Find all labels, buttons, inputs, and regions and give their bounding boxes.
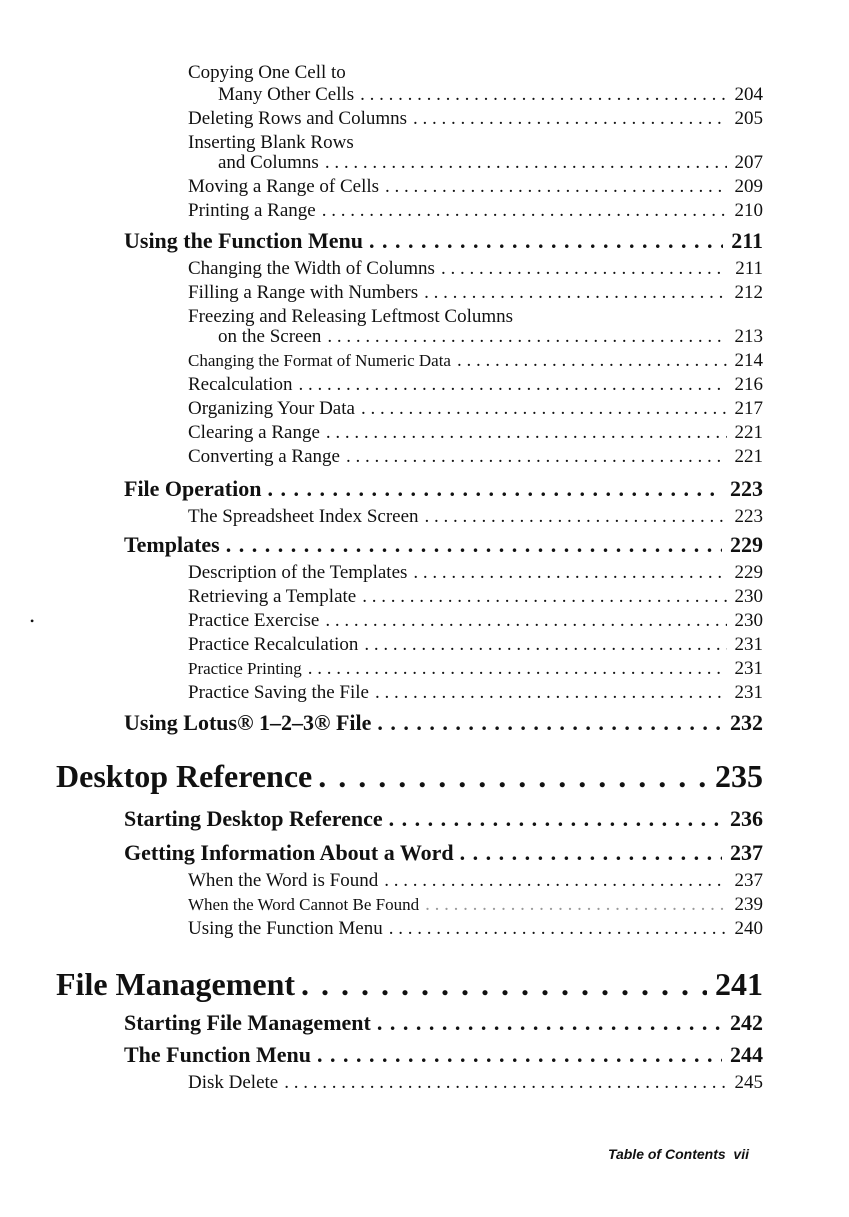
toc-page-number: 212: [734, 282, 763, 303]
toc-entry-title: and Columns: [218, 152, 319, 173]
toc-section-title: Starting Desktop Reference: [124, 806, 383, 831]
toc-entry-copying-title: Copying One Cell to: [188, 62, 346, 83]
toc-section-title: Starting File Management: [124, 1010, 371, 1035]
toc-entry-title: Changing the Width of Columns: [188, 258, 435, 279]
footer-page-number: vii: [733, 1146, 749, 1162]
toc-page-number: 230: [734, 610, 763, 631]
toc-entry: [188, 870, 763, 892]
toc-page-number: 221: [734, 446, 763, 467]
toc-page-number: 221: [734, 422, 763, 443]
toc-entry: [188, 446, 763, 468]
leader-dots: [301, 966, 707, 1003]
leader-dots: [325, 610, 726, 632]
leader-dots: [413, 108, 726, 130]
toc-page-number: 211: [735, 258, 763, 279]
toc-entry: [188, 918, 763, 940]
toc-entry-title: Practice Printing: [188, 659, 302, 678]
toc-entry-title: Practice Exercise: [188, 610, 320, 631]
toc-entry-title: Clearing a Range: [188, 422, 320, 443]
leader-dots: [384, 870, 726, 892]
toc-section-title: The Function Menu: [124, 1042, 312, 1067]
toc-page-number: 223: [730, 476, 763, 501]
leader-dots: [441, 258, 727, 280]
toc-section: [124, 228, 763, 254]
leader-dots: [460, 840, 722, 866]
toc-section-title: Using the Function Menu: [124, 228, 363, 253]
stray-bullet-mark: •: [30, 614, 35, 628]
toc-entry-title: When the Word is Found: [188, 870, 379, 891]
leader-dots: [385, 176, 726, 198]
leader-dots: [413, 562, 726, 584]
toc-entry: [188, 398, 763, 420]
toc-chapter: [56, 758, 763, 795]
toc-entry-title: on the Screen: [218, 326, 322, 347]
leader-dots: [457, 350, 727, 372]
toc-section: [124, 532, 763, 558]
toc-page-number: 236: [730, 806, 763, 831]
leader-dots: [360, 84, 726, 106]
toc-entry-title: Organizing Your Data: [188, 398, 355, 419]
leader-dots: [369, 228, 723, 254]
toc-entry-title: Filling a Range with Numbers: [188, 282, 419, 303]
toc-entry-title: Many Other Cells: [218, 84, 355, 105]
leader-dots: [375, 682, 727, 704]
toc-page-number: 214: [734, 350, 763, 371]
toc-page-number: 240: [734, 918, 763, 939]
toc-entry-title: Changing the Format of Numeric Data: [188, 351, 451, 370]
toc-page-number: 237: [730, 840, 763, 865]
leader-dots: [327, 326, 726, 348]
toc-section-title: Getting Information About a Word: [124, 840, 454, 865]
toc-entry: [188, 562, 763, 584]
toc-entry-title: Converting a Range: [188, 446, 340, 467]
toc-page-number: 209: [734, 176, 763, 197]
leader-dots: [226, 532, 722, 558]
toc-section: [124, 840, 763, 866]
toc-entry: [188, 894, 763, 916]
toc-entry-title: Retrieving a Template: [188, 586, 357, 607]
toc-entry-title: Using the Function Menu: [188, 918, 383, 939]
toc-page-number: 223: [734, 506, 763, 527]
toc-entry: [218, 84, 763, 106]
toc-entry-title: Recalculation: [188, 374, 293, 395]
leader-dots: [318, 758, 707, 795]
toc-chapter-title: File Management: [56, 966, 296, 1002]
toc-page-number: 204: [734, 84, 763, 105]
toc-entry-title: When the Word Cannot Be Found: [188, 895, 420, 914]
leader-dots: [424, 282, 726, 304]
leader-dots: [326, 422, 727, 444]
toc-page-number: 232: [730, 710, 763, 735]
leader-dots: [361, 398, 727, 420]
toc-page-number: 216: [734, 374, 763, 395]
leader-dots: [284, 1072, 726, 1094]
leader-dots: [308, 658, 727, 680]
leader-dots: [377, 710, 722, 736]
leader-dots: [377, 1010, 722, 1036]
toc-page-number: 241: [715, 966, 763, 1002]
toc-section: [124, 476, 763, 502]
toc-entry: [188, 176, 763, 198]
toc-page-number: 245: [734, 1072, 763, 1093]
leader-dots: [346, 446, 727, 468]
toc-page-number: 230: [734, 586, 763, 607]
toc-entry-title: Disk Delete: [188, 1072, 279, 1093]
leader-dots: [389, 918, 727, 940]
toc-page-number: 211: [731, 228, 763, 253]
toc-page-number: 235: [715, 758, 763, 794]
toc-entry: [188, 634, 763, 656]
toc-chapter: [56, 966, 763, 1003]
toc-page-number: 231: [734, 658, 763, 679]
toc-section: [124, 710, 763, 736]
leader-dots: [362, 586, 726, 608]
toc-entry: [218, 152, 763, 174]
toc-entry-title: Practice Recalculation: [188, 634, 359, 655]
toc-entry: [188, 658, 763, 680]
toc-page-number: 229: [734, 562, 763, 583]
toc-page-number: 210: [734, 200, 763, 221]
toc-entry: [188, 506, 763, 528]
toc-entry: [188, 682, 763, 704]
toc-entry: [218, 326, 763, 348]
toc-entry: [188, 422, 763, 444]
toc-page-number: 239: [734, 894, 763, 915]
toc-page-number: 231: [734, 634, 763, 655]
toc-chapter-title: Desktop Reference: [56, 758, 313, 794]
leader-dots: [364, 634, 726, 656]
toc-entry-title: Moving a Range of Cells: [188, 176, 380, 197]
leader-dots: [317, 1042, 722, 1068]
leader-dots: [267, 476, 722, 502]
toc-entry-title: Practice Saving the File: [188, 682, 369, 703]
leader-dots: [425, 894, 726, 916]
toc-page-number: 242: [730, 1010, 763, 1035]
footer-label: Table of Contents: [607, 1146, 726, 1162]
leader-dots: [389, 806, 722, 832]
toc-entry: [188, 282, 763, 304]
toc-entry-freezing-title: Freezing and Releasing Leftmost Columns: [188, 306, 514, 327]
leader-dots: [425, 506, 727, 528]
toc-entry: [188, 350, 763, 372]
toc-entry: [188, 374, 763, 396]
toc-section-title: Templates: [124, 532, 220, 557]
toc-page-number: 205: [734, 108, 763, 129]
toc-page-number: 217: [734, 398, 763, 419]
leader-dots: [322, 200, 727, 222]
page-footer: [608, 1146, 749, 1162]
toc-page-number: 231: [734, 682, 763, 703]
leader-dots: [325, 152, 727, 174]
toc-page-number: 207: [734, 152, 763, 173]
toc-entry-inserting-title: Inserting Blank Rows: [188, 132, 354, 153]
toc-page-number: 237: [734, 870, 763, 891]
toc-entry: [188, 200, 763, 222]
toc-entry-title: Description of the Templates: [188, 562, 408, 583]
toc-entry: [188, 108, 763, 130]
toc-section-title: File Operation: [124, 476, 262, 501]
toc-section: [124, 1042, 763, 1068]
toc-entry: [188, 1072, 763, 1094]
toc-section-title: Using Lotus® 1–2–3® File: [124, 710, 372, 735]
leader-dots: [298, 374, 726, 396]
toc-section: [124, 1010, 763, 1036]
toc-entry: [188, 610, 763, 632]
toc-page-number: 213: [734, 326, 763, 347]
toc-entry: [188, 586, 763, 608]
toc-entry-title: The Spreadsheet Index Screen: [188, 506, 419, 527]
toc-page-number: 229: [730, 532, 763, 557]
toc-entry-title: Printing a Range: [188, 200, 316, 221]
toc-section: [124, 806, 763, 832]
toc-entry: [188, 258, 763, 280]
toc-entry-title: Deleting Rows and Columns: [188, 108, 408, 129]
toc-page-number: 244: [730, 1042, 763, 1067]
